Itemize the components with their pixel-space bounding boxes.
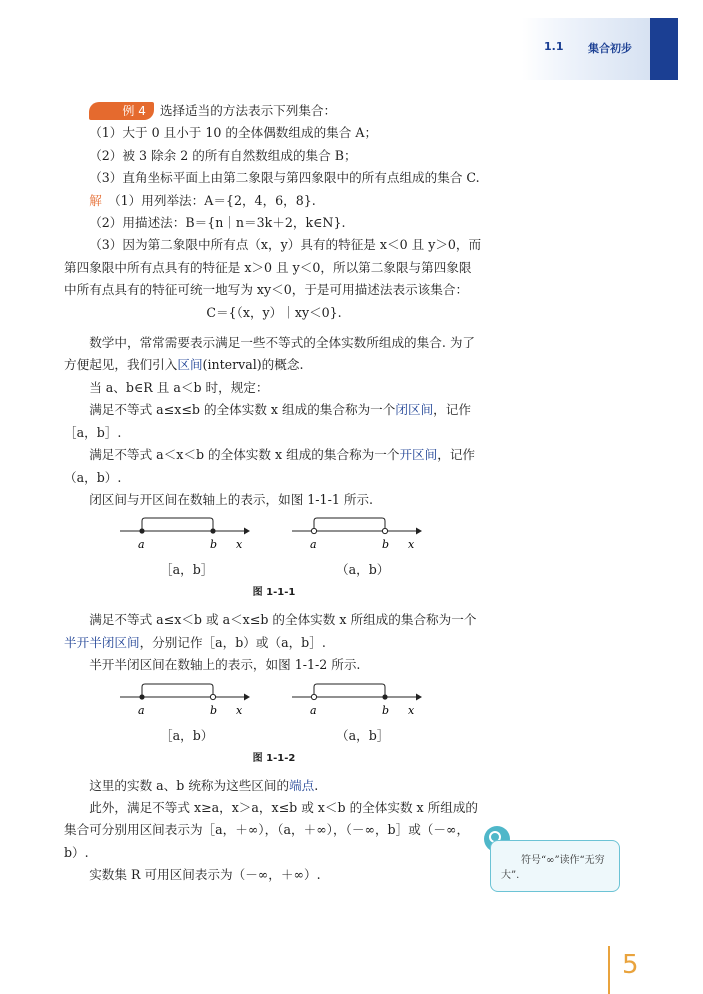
label-x: x	[408, 538, 415, 552]
open-b: ，记作（a，b）.	[64, 447, 476, 485]
label-x: x	[408, 703, 415, 717]
page-number-rule	[608, 946, 610, 994]
example-prompt: 选择适当的方法表示下列集合：	[159, 103, 337, 118]
label-b: b	[382, 703, 390, 717]
solution-1	[64, 190, 484, 212]
open-interval-label: （a，b）	[336, 562, 390, 578]
solution-2: （2）用描述法：B＝{n｜n＝3k＋2，k∈N}.	[89, 215, 346, 231]
endpoint-def	[64, 775, 484, 797]
solution-3: （3）因为第二象限中所有点（x，y）具有的特征是 x＜0 且 y＞0，而第四象限中所有点具有的特征是 x＞0 且 y＜0，所以第二象限与第四象限中所有点具有的特征可统一地写为 xy＜0，于是可用描述法表示该集合：	[64, 237, 482, 298]
figure-1	[64, 511, 484, 583]
section-title: 集合初步	[588, 42, 632, 55]
label-a: a	[310, 538, 317, 552]
label-a: a	[138, 538, 145, 552]
term-interval: 区间	[177, 357, 203, 373]
half-open-def	[64, 609, 484, 654]
example-heading	[64, 100, 484, 122]
label-b: b	[210, 538, 218, 552]
label-b: b	[210, 703, 218, 717]
number-line-open	[292, 515, 422, 559]
label-x: x	[236, 538, 243, 552]
header-bar	[650, 18, 678, 80]
definition-condition: 当 a、b∈R 且 a＜b 时，规定：	[89, 379, 269, 395]
endpoint-b: .	[314, 777, 319, 793]
endpoint-a: 这里的实数 a、b 统称为这些区间的	[89, 777, 290, 793]
example-badge: 例 4	[89, 102, 154, 120]
main-content	[64, 100, 484, 887]
term-endpoint: 端点	[289, 777, 315, 793]
interval-intro-a: 数学中，常常需要表示满足一些不等式的全体实数所组成的集合. 为了方便起见，我们引入	[64, 335, 476, 373]
interval-intro	[64, 332, 484, 377]
term-half-open-interval: 半开半闭区间	[64, 634, 140, 650]
closed-interval-label: ［a，b］	[160, 562, 214, 578]
term-closed-interval: 闭区间	[395, 402, 434, 418]
open-interval-def	[64, 444, 484, 489]
number-line-closed	[120, 515, 250, 559]
sidenote-box	[490, 840, 620, 892]
section-number: 1.1	[544, 40, 564, 53]
solution-label: 解	[89, 192, 102, 208]
half-a: 满足不等式 a≤x＜b 或 a＜x≤b 的全体实数 x 所组成的集合称为一个	[89, 612, 477, 628]
sidenote-text: 符号“∞”读作“无穷大”.	[501, 855, 605, 881]
label-a: a	[138, 703, 145, 717]
closed-a: 满足不等式 a≤x≤b 的全体实数 x 组成的集合称为一个	[89, 402, 396, 418]
page-number: 5	[622, 950, 639, 980]
example-item-1: （1）大于 0 且小于 10 的全体偶数组成的集合 A；	[89, 125, 378, 141]
half-b: ，分别记作［a，b）或（a，b］.	[139, 634, 326, 650]
axis-intro-2: 半开半闭区间在数轴上的表示，如图 1-1-2 所示.	[89, 657, 361, 673]
left-closed-interval-label: ［a，b）	[160, 727, 214, 743]
figure-2	[64, 677, 484, 749]
label-b: b	[382, 538, 390, 552]
real-set-interval: 实数集 R 可用区间表示为（－∞，＋∞）.	[89, 867, 321, 883]
interval-intro-b: (interval)的概念.	[202, 357, 304, 373]
solution-1-text: （1）用列举法：A＝{2，4，6，8}.	[114, 192, 316, 208]
example-item-3: （3）直角坐标平面上由第二象限与第四象限中的所有点组成的集合 C.	[89, 170, 480, 186]
solution-formula: C＝{（x，y）｜xy＜0}.	[206, 304, 342, 320]
label-x: x	[236, 703, 243, 717]
right-closed-interval-label: （a，b］	[336, 727, 390, 743]
closed-b: ，记作［a，b］.	[64, 402, 471, 440]
label-a: a	[310, 703, 317, 717]
number-line-left-closed	[120, 681, 250, 725]
example-item-2: （2）被 3 除余 2 的所有自然数组成的集合 B；	[89, 147, 357, 163]
figure-2-caption: 图 1-1-2	[252, 752, 296, 764]
figure-1-caption: 图 1-1-1	[252, 587, 296, 599]
closed-interval-def	[64, 399, 484, 444]
number-line-right-closed	[292, 681, 422, 725]
open-a: 满足不等式 a＜x＜b 的全体实数 x 组成的集合称为一个	[89, 447, 400, 463]
infinite-intervals: 此外，满足不等式 x≥a，x＞a，x≤b 或 x＜b 的全体实数 x 所组成的集合可分别用区间表示为［a，＋∞），（a，＋∞），（－∞，b］或（－∞，b）.	[64, 799, 479, 860]
term-open-interval: 开区间	[399, 447, 438, 463]
axis-intro-1: 闭区间与开区间在数轴上的表示，如图 1-1-1 所示.	[89, 491, 374, 507]
